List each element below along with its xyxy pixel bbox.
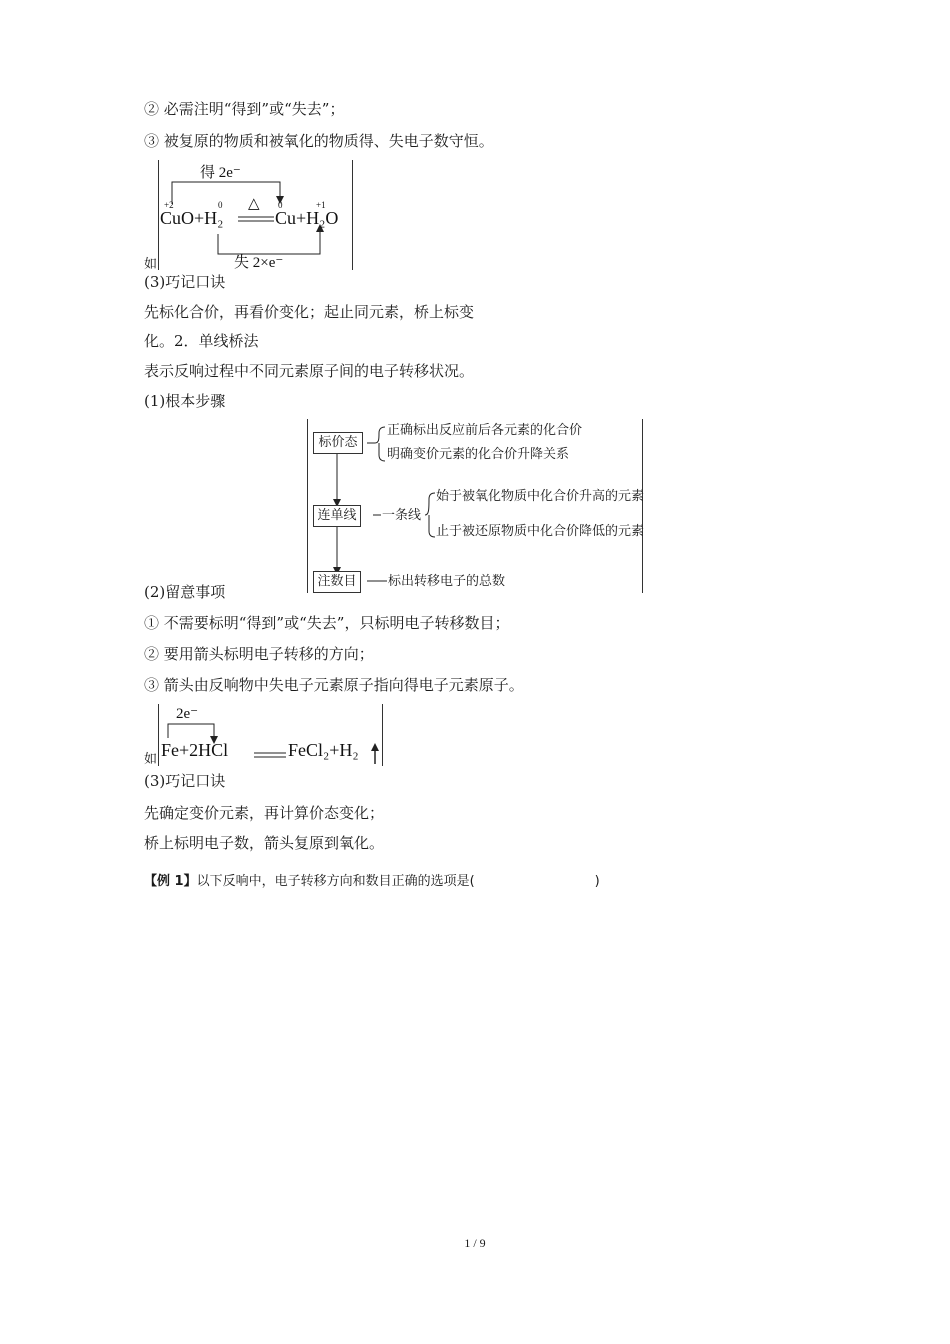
single-bridge-description: 表示反响过程中不同元素原子间的电子转移状况。 (144, 362, 475, 380)
example-close-paren: ) (594, 874, 600, 889)
step1-detail-b: 明确变价元素的化合价升降关系 (387, 447, 570, 462)
step3-detail: 标出转移电子的总数 (388, 574, 506, 589)
step-mark-valence-box: 标价态 (313, 432, 363, 454)
note-item-1: ① 不需要标明“得到”或“失去”，只标明电子转移数目； (144, 614, 510, 632)
step2-connector-label: 一条线 (382, 508, 422, 523)
oxidation-state-h-before: 0 (218, 200, 223, 210)
mnemonic2-line-1: 先确定变价元素，再计算价态变化； (144, 804, 385, 822)
step-draw-line-box: 连单线 (313, 505, 361, 527)
example-tag: 【例 1】 (144, 874, 197, 889)
equation-products: Cu+H₂O (275, 208, 339, 228)
step2-detail-b: 止于被还原物质中化合价降低的元素 (436, 524, 645, 539)
mnemonic-line-1: 先标化合价，再看价变化；起止同元素，桥上标变 (144, 303, 475, 321)
note-item-3: ③ 箭头由反响物中失电子元素原子指向得电子元素原子。 (144, 676, 524, 694)
page-number: 1 / 9 (464, 1236, 486, 1250)
mnemonic2-line-2: 桥上标明电子数，箭头复原到氧化。 (144, 834, 385, 852)
step-count-box: 注数目 (313, 571, 361, 593)
electron-count-label: 2e⁻ (176, 706, 199, 722)
mnemonic-heading-1: (3)巧记口诀 (144, 273, 226, 291)
example-question (144, 870, 600, 889)
equation-reactants: CuO+H₂ (160, 208, 224, 228)
oxidation-state-cu-after: 0 (278, 200, 283, 210)
example-prefix-2: 如 (144, 752, 158, 767)
oxidation-state-h-after: +1 (316, 200, 326, 210)
example-text: 以下反响中，电子转移方向和数目正确的选项是( (196, 874, 475, 889)
note-line-3: ③ 被复原的物质和被氧化的物质得、失电子数守恒。 (144, 132, 494, 150)
equation2-reactants: Fe+2HCl (161, 740, 229, 760)
lose-electrons-label: 失 2×e⁻ (234, 255, 284, 271)
oxidation-state-cu-before: +2 (164, 200, 174, 210)
basic-steps-heading: (1)根本步骤 (144, 392, 226, 410)
mnemonic-heading-2: (3)巧记口诀 (144, 772, 226, 790)
equation2-products: FeCl₂+H₂ (288, 740, 359, 760)
step1-detail-a: 正确标出反应前后各元素的化合价 (387, 423, 583, 438)
note-line-2: ② 必需注明“得到”或“失去”； (144, 100, 345, 118)
gain-electrons-label: 得 2e⁻ (200, 165, 241, 181)
step2-detail-a: 始于被氧化物质中化合价升高的元素 (436, 489, 645, 504)
heat-symbol: △ (248, 196, 260, 212)
note-item-2: ② 要用箭头标明电子转移的方向； (144, 645, 374, 663)
single-bridge-heading: 化。2．单线桥法 (144, 332, 259, 350)
example-prefix-1: 如 (144, 257, 158, 272)
notes-heading: (2)留意事项 (144, 583, 226, 601)
